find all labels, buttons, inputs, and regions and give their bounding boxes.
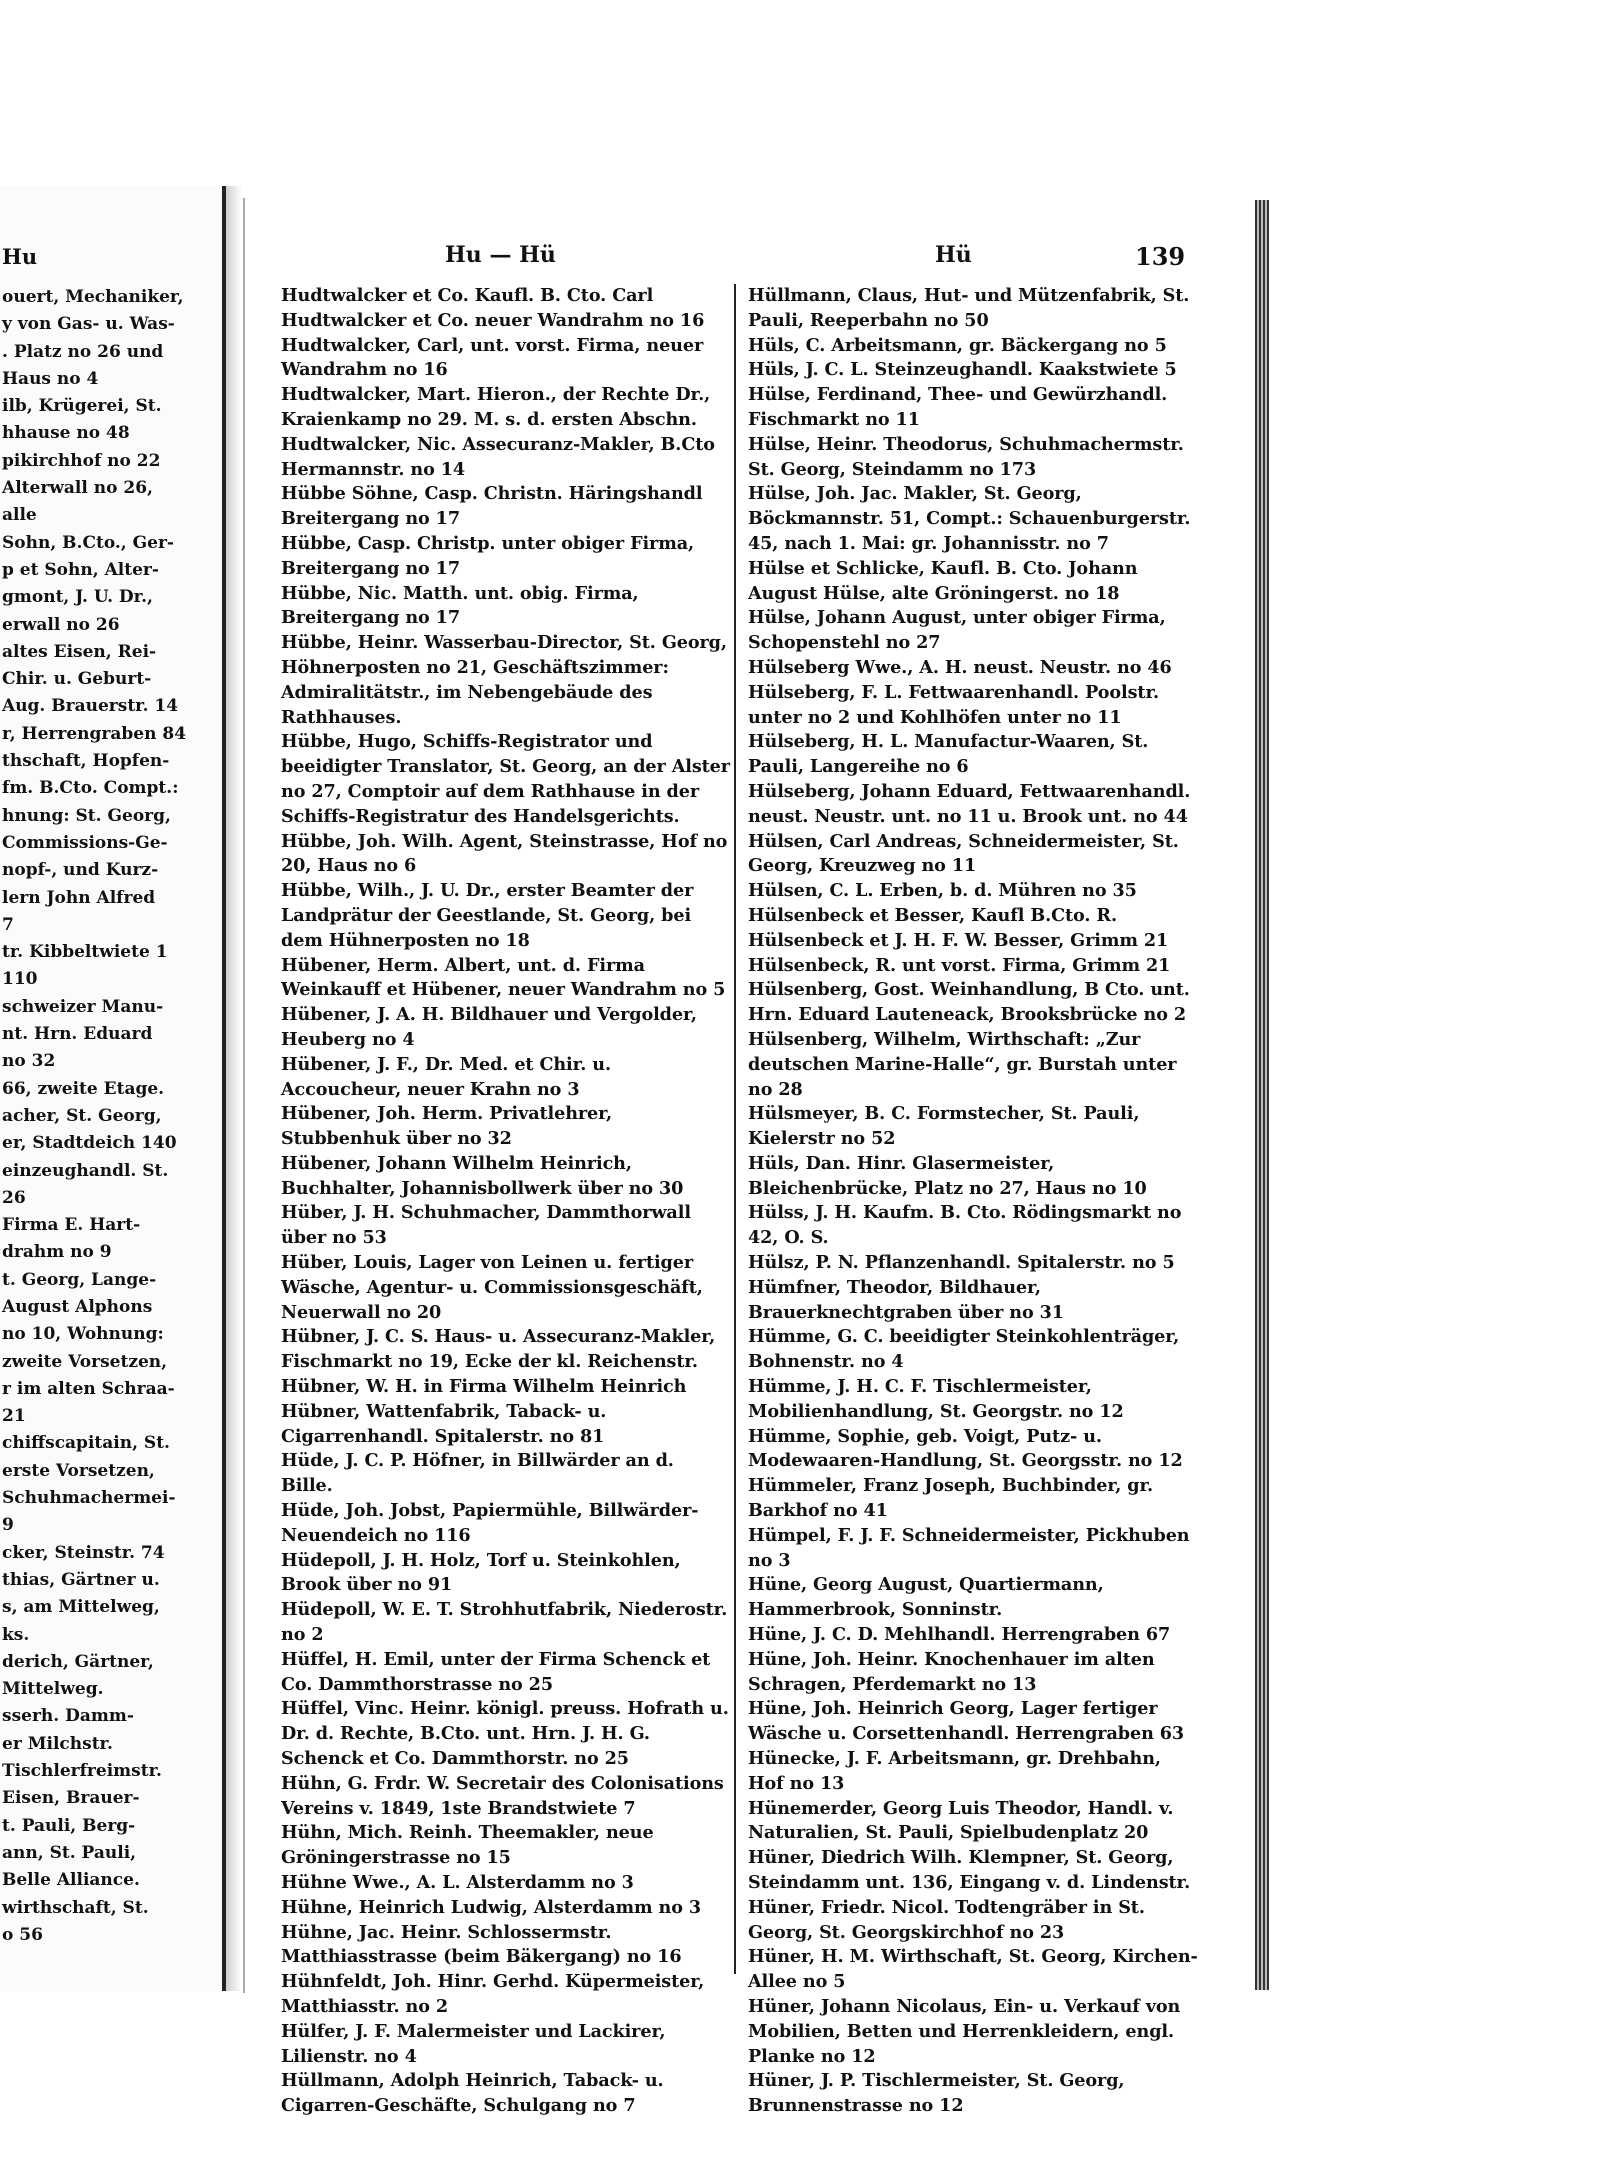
left-page-line: Sohn, B.Cto., Ger- (2, 532, 174, 553)
directory-entry: Hülsen, C. L. Erben, b. d. Mühren no 35 (748, 880, 1137, 902)
directory-entry: Hübbe, Wilh., J. U. Dr., erster Beamter der Landprätur der Geestlande, St. Georg, bei dem Hühnerposten no 18 (281, 880, 694, 951)
left-page-line: acher, St. Georg, (2, 1105, 162, 1126)
left-page-line: cker, Steinstr. 74 (2, 1542, 165, 1563)
left-page-line: Chir. u. Geburt- (2, 669, 152, 690)
left-page-line: derich, Gärtner, (2, 1651, 154, 1672)
directory-column-left (281, 284, 731, 2119)
left-page-line: Alterwall no 26, (2, 478, 153, 499)
directory-entry: Hülsenbeck et Besser, Kaufl B.Cto. R. Hülsenbeck et J. H. F. W. Besser, Grimm 21 (748, 904, 1169, 951)
left-page-line: 110 (2, 969, 38, 990)
directory-entry: Hülse et Schlicke, Kaufl. B. Cto. Johann August Hülse, alte Gröningerst. no 18 (748, 557, 1138, 604)
column-divider (734, 284, 736, 1974)
directory-entry: Hüne, Joh. Heinrich Georg, Lager fertiger Wäsche u. Corsettenhandl. Herrengraben 63 (748, 1698, 1185, 1745)
directory-entry: Hüls, J. C. L. Steinzeughandl. Kaakstwiete 5 (748, 359, 1177, 381)
left-page-line: o 56 (2, 1924, 43, 1945)
directory-entry: Hühne, Jac. Heinr. Schlossermstr. Matthiasstrasse (beim Bäkergang) no 16 (281, 1921, 682, 1968)
directory-entry: Hübener, Herm. Albert, unt. d. Firma Weinkauff et Hübener, neuer Wandrahm no 5 (281, 954, 726, 1001)
directory-entry: Hülsen, Carl Andreas, Schneidermeister, St. Georg, Kreuzweg no 11 (748, 830, 1179, 877)
directory-entry: Hüffel, Vinc. Heinr. königl. preuss. Hofrath u. Dr. d. Rechte, B.Cto. unt. Hrn. J. H. G. Schenck et Co. Dammthorstr. no 25 (281, 1698, 729, 1770)
left-page-line: thias, Gärtner u. (2, 1569, 160, 1590)
left-page-line: thschaft, Hopfen- (2, 751, 170, 772)
directory-entry: Hüne, Joh. Heinr. Knochenhauer im alten Schragen, Pferdemarkt no 13 (748, 1648, 1155, 1695)
directory-entry: Hüffel, H. Emil, unter der Firma Schenck et Co. Dammthorstrasse no 25 (281, 1648, 711, 1695)
directory-entry: Hüner, Johann Nicolaus, Ein- u. Verkauf von Mobilien, Betten und Herrenkleidern, engl. Planke no 12 (748, 1995, 1181, 2067)
left-page-line: . Platz no 26 und (2, 341, 164, 362)
left-page-line: chiffscapitain, St. (2, 1433, 170, 1454)
left-page-line: p et Sohn, Alter- (2, 559, 159, 580)
directory-entry: Hülseberg, F. L. Fettwaarenhandl. Poolstr. unter no 2 und Kohlhöfen unter no 11 (748, 681, 1160, 728)
left-page-line: gmont, J. U. Dr., (2, 587, 153, 608)
directory-entry: Hühnfeldt, Joh. Hinr. Gerhd. Küpermeister, Matthiasstr. no 2 (281, 1971, 705, 2017)
directory-entry: Hübbe, Joh. Wilh. Agent, Steinstrasse, Hof no 20, Haus no 6 (281, 830, 728, 877)
left-page-line: Firma E. Hart- (2, 1215, 141, 1236)
left-page-line: Commissions-Ge- (2, 832, 168, 853)
left-page-text (2, 284, 220, 1949)
left-page-line: Tischlerfreimstr. (2, 1761, 162, 1782)
directory-entry: Hüner, H. M. Wirthschaft, St. Georg, Kirchen-Allee no 5 (748, 1946, 1198, 1993)
left-page-line: einzeughandl. St. (2, 1160, 169, 1181)
left-page-line: hnung: St. Georg, (2, 805, 171, 826)
left-page-line: fm. B.Cto. Compt.: (2, 778, 179, 799)
directory-entry: Hudtwalcker, Mart. Hieron., der Rechte Dr., Kraienkamp no 29. M. s. d. ersten Abschn. (281, 384, 711, 430)
left-page-line: no 10, Wohnung: (2, 1324, 164, 1345)
directory-entry: Hübbe, Heinr. Wasserbau-Director, St. Georg, Höhnerposten no 21, Geschäftszimmer: Admiralitätstr., im Nebengebäude des Rathhauses. (281, 632, 727, 728)
directory-entry: Hübener, Johann Wilhelm Heinrich, Buchhalter, Johannisbollwerk über no 30 (281, 1152, 684, 1199)
left-page-line: tr. Kibbeltwiete 1 (2, 942, 168, 963)
left-page-line: r, Herrengraben 84 (2, 723, 187, 744)
directory-entry: Hülse, Ferdinand, Thee- und Gewürzhandl. Fischmarkt no 11 (748, 384, 1168, 430)
directory-entry: Hühn, Mich. Reinh. Theemakler, neue Gröningerstrasse no 15 (281, 1822, 654, 1869)
directory-entry: Hüde, J. C. P. Höfner, in Billwärder an d. Bille. (281, 1450, 674, 1497)
directory-entry: Hüner, J. P. Tischlermeister, St. Georg, Brunnenstrasse no 12 (748, 2070, 1125, 2117)
directory-entry: Hülseberg, Johann Eduard, Fettwaarenhandl. neust. Neustr. unt. no 11 u. Brook unt. no 44 (748, 780, 1191, 827)
directory-entry: Hümme, Sophie, geb. Voigt, Putz- u. Modewaaren-Handlung, St. Georgsstr. no 12 (748, 1425, 1183, 1472)
left-page-line: er Milchstr. (2, 1733, 113, 1754)
left-page-line: Belle Alliance. (2, 1870, 140, 1891)
left-page-line: no 32 (2, 1051, 56, 1072)
page-number: 139 (1135, 242, 1186, 271)
directory-entry: Hübbe, Casp. Christp. unter obiger Firma, Breitergang no 17 (281, 532, 695, 579)
left-page-line: erste Vorsetzen, (2, 1460, 155, 1481)
left-page-line: schweizer Manu- (2, 996, 164, 1017)
directory-entry: Hülseberg Wwe., A. H. neust. Neustr. no 46 (748, 656, 1172, 678)
directory-entry: Hühn, G. Frdr. W. Secretair des Colonisations Vereins v. 1849, 1ste Brandstwiete 7 (281, 1772, 724, 1819)
directory-entry: Hülsenberg, Wilhelm, Wirthschaft: „Zur deutschen Marine-Halle“, gr. Burstah unter no 28 (748, 1028, 1177, 1100)
left-page-line: sserh. Damm- (2, 1706, 134, 1727)
directory-entry: Hüls, C. Arbeitsmann, gr. Bäckergang no 5 (748, 334, 1167, 356)
left-page-line: lern John Alfred (2, 887, 156, 908)
left-page-line: zweite Vorsetzen, (2, 1351, 168, 1372)
directory-entry: Hübener, J. A. H. Bildhauer und Vergolder, Heuberg no 4 (281, 1004, 697, 1050)
left-page-fragment (0, 186, 226, 1991)
left-page-line: drahm no 9 (2, 1242, 112, 1263)
left-page-line: t. Georg, Lange- (2, 1269, 157, 1290)
directory-entry: Hümme, J. H. C. F. Tischlermeister, Mobilienhandlung, St. Georgstr. no 12 (748, 1376, 1124, 1422)
directory-entry: Hübbe, Hugo, Schiffs-Registrator und beeidigter Translator, St. Georg, an der Alster no 27, Comptoir auf dem Rathhause in der Schiffs-Registratur des Handelsgerichts. (281, 731, 730, 827)
left-page-line: 26 (2, 1187, 26, 1208)
book-spine (226, 186, 242, 1991)
directory-entry: Hübbe, Nic. Matth. unt. obig. Firma, Breitergang no 17 (281, 582, 639, 629)
directory-entry: Hümfner, Theodor, Bildhauer, Brauerknechtgraben über no 31 (748, 1276, 1064, 1323)
left-page-line: alle (2, 505, 37, 526)
left-page-running-head: Hu (2, 244, 38, 269)
directory-entry: Hüdepoll, J. H. Holz, Torf u. Steinkohlen, Brook über no 91 (281, 1549, 681, 1596)
directory-entry: Hülsmeyer, B. C. Formstecher, St. Pauli, Kielerstr no 52 (748, 1103, 1140, 1150)
left-page-line: Haus no 4 (2, 368, 99, 389)
left-page-line: er, Stadtdeich 140 (2, 1133, 177, 1154)
left-page-line: Mittelweg. (2, 1679, 104, 1700)
right-page (243, 198, 1257, 2117)
left-page-line: ks. (2, 1624, 30, 1645)
directory-entry: Hübener, J. F., Dr. Med. et Chir. u. Accoucheur, neuer Krahn no 3 (281, 1053, 611, 1100)
directory-entry: Hühne, Heinrich Ludwig, Alsterdamm no 3 (281, 1896, 702, 1918)
directory-entry: Hüdepoll, W. E. T. Strohhutfabrik, Niederostr. no 2 (281, 1599, 728, 1646)
directory-entry: Hübener, Joh. Herm. Privatlehrer, Stubbenhuk über no 32 (281, 1103, 613, 1150)
directory-entry: Hümpel, F. J. F. Schneidermeister, Pickhuben no 3 (748, 1524, 1190, 1571)
directory-entry: Hüllmann, Claus, Hut- und Mützenfabrik, St. Pauli, Reeperbahn no 50 (748, 285, 1190, 331)
left-page-line: ann, St. Pauli, (2, 1842, 137, 1863)
directory-entry: Hübner, J. C. S. Haus- u. Assecuranz-Makler, Fischmarkt no 19, Ecke der kl. Reichenstr. (281, 1326, 716, 1373)
left-page-line: altes Eisen, Rei- (2, 641, 157, 662)
directory-entry: Hüber, J. H. Schuhmacher, Dammthorwall über no 53 (281, 1202, 691, 1249)
left-page-line: nt. Hrn. Eduard (2, 1024, 153, 1045)
left-page-line: 21 (2, 1406, 26, 1427)
directory-entry: Hüne, Georg August, Quartiermann, Hammerbrook, Sonninstr. (748, 1574, 1104, 1621)
directory-entry: Hülseberg, H. L. Manufactur-Waaren, St. Pauli, Langereihe no 6 (748, 731, 1149, 778)
directory-entry: Hülsz, P. N. Pflanzenhandl. Spitalerstr. no 5 (748, 1252, 1175, 1274)
directory-entry: Hülsenbeck, R. unt vorst. Firma, Grimm 21 (748, 954, 1171, 976)
directory-entry: Hühne Wwe., A. L. Alsterdamm no 3 (281, 1872, 634, 1893)
directory-entry: Hüne, J. C. D. Mehlhandl. Herrengraben 67 (748, 1624, 1171, 1646)
left-page-line: s, am Mittelweg, (2, 1597, 160, 1618)
directory-entry: Hülsenberg, Gost. Weinhandlung, B Cto. unt. Hrn. Eduard Lauteneack, Brooksbrücke no 2 (748, 979, 1190, 1026)
left-page-line: erwall no 26 (2, 614, 120, 635)
left-page-line: ouert, Mechaniker, (2, 287, 184, 307)
left-page-line: nopf-, und Kurz- (2, 860, 159, 881)
directory-entry: Hülse, Heinr. Theodorus, Schuhmachermstr. St. Georg, Steindamm no 173 (748, 433, 1184, 480)
left-page-line: Aug. Brauerstr. 14 (2, 696, 179, 717)
running-head-left: Hu — Hü (445, 242, 556, 268)
left-page-line: t. Pauli, Berg- (2, 1815, 136, 1836)
directory-entry: Hünecke, J. F. Arbeitsmann, gr. Drehbahn, Hof no 13 (748, 1748, 1161, 1794)
left-page-line: 9 (2, 1515, 14, 1536)
directory-entry: Hülse, Johann August, unter obiger Firma, Schopenstehl no 27 (748, 607, 1166, 654)
directory-entry: Hülss, J. H. Kaufm. B. Cto. Rödingsmarkt no 42, O. S. (748, 1202, 1182, 1249)
directory-entry: Hümmeler, Franz Joseph, Buchbinder, gr. Barkhof no 41 (748, 1475, 1154, 1522)
directory-entry: Hudtwalcker, Carl, unt. vorst. Firma, neuer Wandrahm no 16 (281, 334, 704, 381)
directory-entry: Hülfer, J. F. Malermeister und Lackirer, Lilienstr. no 4 (281, 2020, 666, 2067)
left-page-line: 7 (2, 914, 14, 935)
directory-entry: Hünemerder, Georg Luis Theodor, Handl. v. Naturalien, St. Pauli, Spielbudenplatz 20 (748, 1797, 1174, 1844)
page-edge (1255, 200, 1269, 1990)
directory-entry: Hudtwalcker et Co. Kaufl. B. Cto. Carl Hudtwalcker et Co. neuer Wandrahm no 16 (281, 285, 705, 331)
left-page-line: Eisen, Brauer- (2, 1788, 140, 1809)
directory-entry: Hübner, W. H. in Firma Wilhelm Heinrich Hübner, Wattenfabrik, Taback- u. Cigarrenhandl. Spitalerstr. no 81 (281, 1376, 687, 1447)
directory-entry: Hübbe Söhne, Casp. Christn. Häringshandl Breitergang no 17 (281, 483, 703, 530)
left-page-line: Schuhmachermei- (2, 1488, 176, 1509)
directory-entry: Hülse, Joh. Jac. Makler, St. Georg, Böckmannstr. 51, Compt.: Schauenburgerstr. 45, nach 1. Mai: gr. Johannisstr. no 7 (748, 483, 1191, 554)
left-page-line: pikirchhof no 22 (2, 450, 161, 471)
directory-entry: Hüde, Joh. Jobst, Papiermühle, Billwärder-Neuendeich no 116 (281, 1500, 699, 1546)
left-page-line: r im alten Schraa- (2, 1378, 175, 1399)
left-page-line: hhause no 48 (2, 423, 130, 444)
directory-entry: Hüner, Diedrich Wilh. Klempner, St. Georg, Steindamm unt. 136, Eingang v. d. Lindenstr. (748, 1847, 1191, 1893)
directory-column-right (748, 284, 1198, 2119)
left-page-line: 66, zweite Etage. (2, 1078, 165, 1099)
directory-entry: Hüls, Dan. Hinr. Glasermeister, Bleichenbrücke, Platz no 27, Haus no 10 (748, 1152, 1147, 1199)
directory-entry: Hüber, Louis, Lager von Leinen u. fertiger Wäsche, Agentur- u. Commissionsgeschäft, Neuerwall no 20 (281, 1252, 703, 1323)
left-page-line: ilb, Krügerei, St. (2, 396, 162, 417)
running-head-right: Hü (935, 242, 972, 268)
left-page-line: wirthschaft, St. (2, 1897, 149, 1918)
left-page-line: y von Gas- u. Was- (2, 314, 175, 335)
directory-entry: Hüllmann, Adolph Heinrich, Taback- u. Cigarren-Geschäfte, Schulgang no 7 (281, 2070, 664, 2117)
directory-entry: Hümme, G. C. beeidigter Steinkohlenträger, Bohnenstr. no 4 (748, 1326, 1180, 1373)
directory-entry: Hudtwalcker, Nic. Assecuranz-Makler, B.Cto Hermannstr. no 14 (281, 433, 715, 480)
directory-entry: Hüner, Friedr. Nicol. Todtengräber in St. Georg, St. Georgskirchhof no 23 (748, 1896, 1145, 1943)
left-page-line: August Alphons (2, 1296, 153, 1317)
